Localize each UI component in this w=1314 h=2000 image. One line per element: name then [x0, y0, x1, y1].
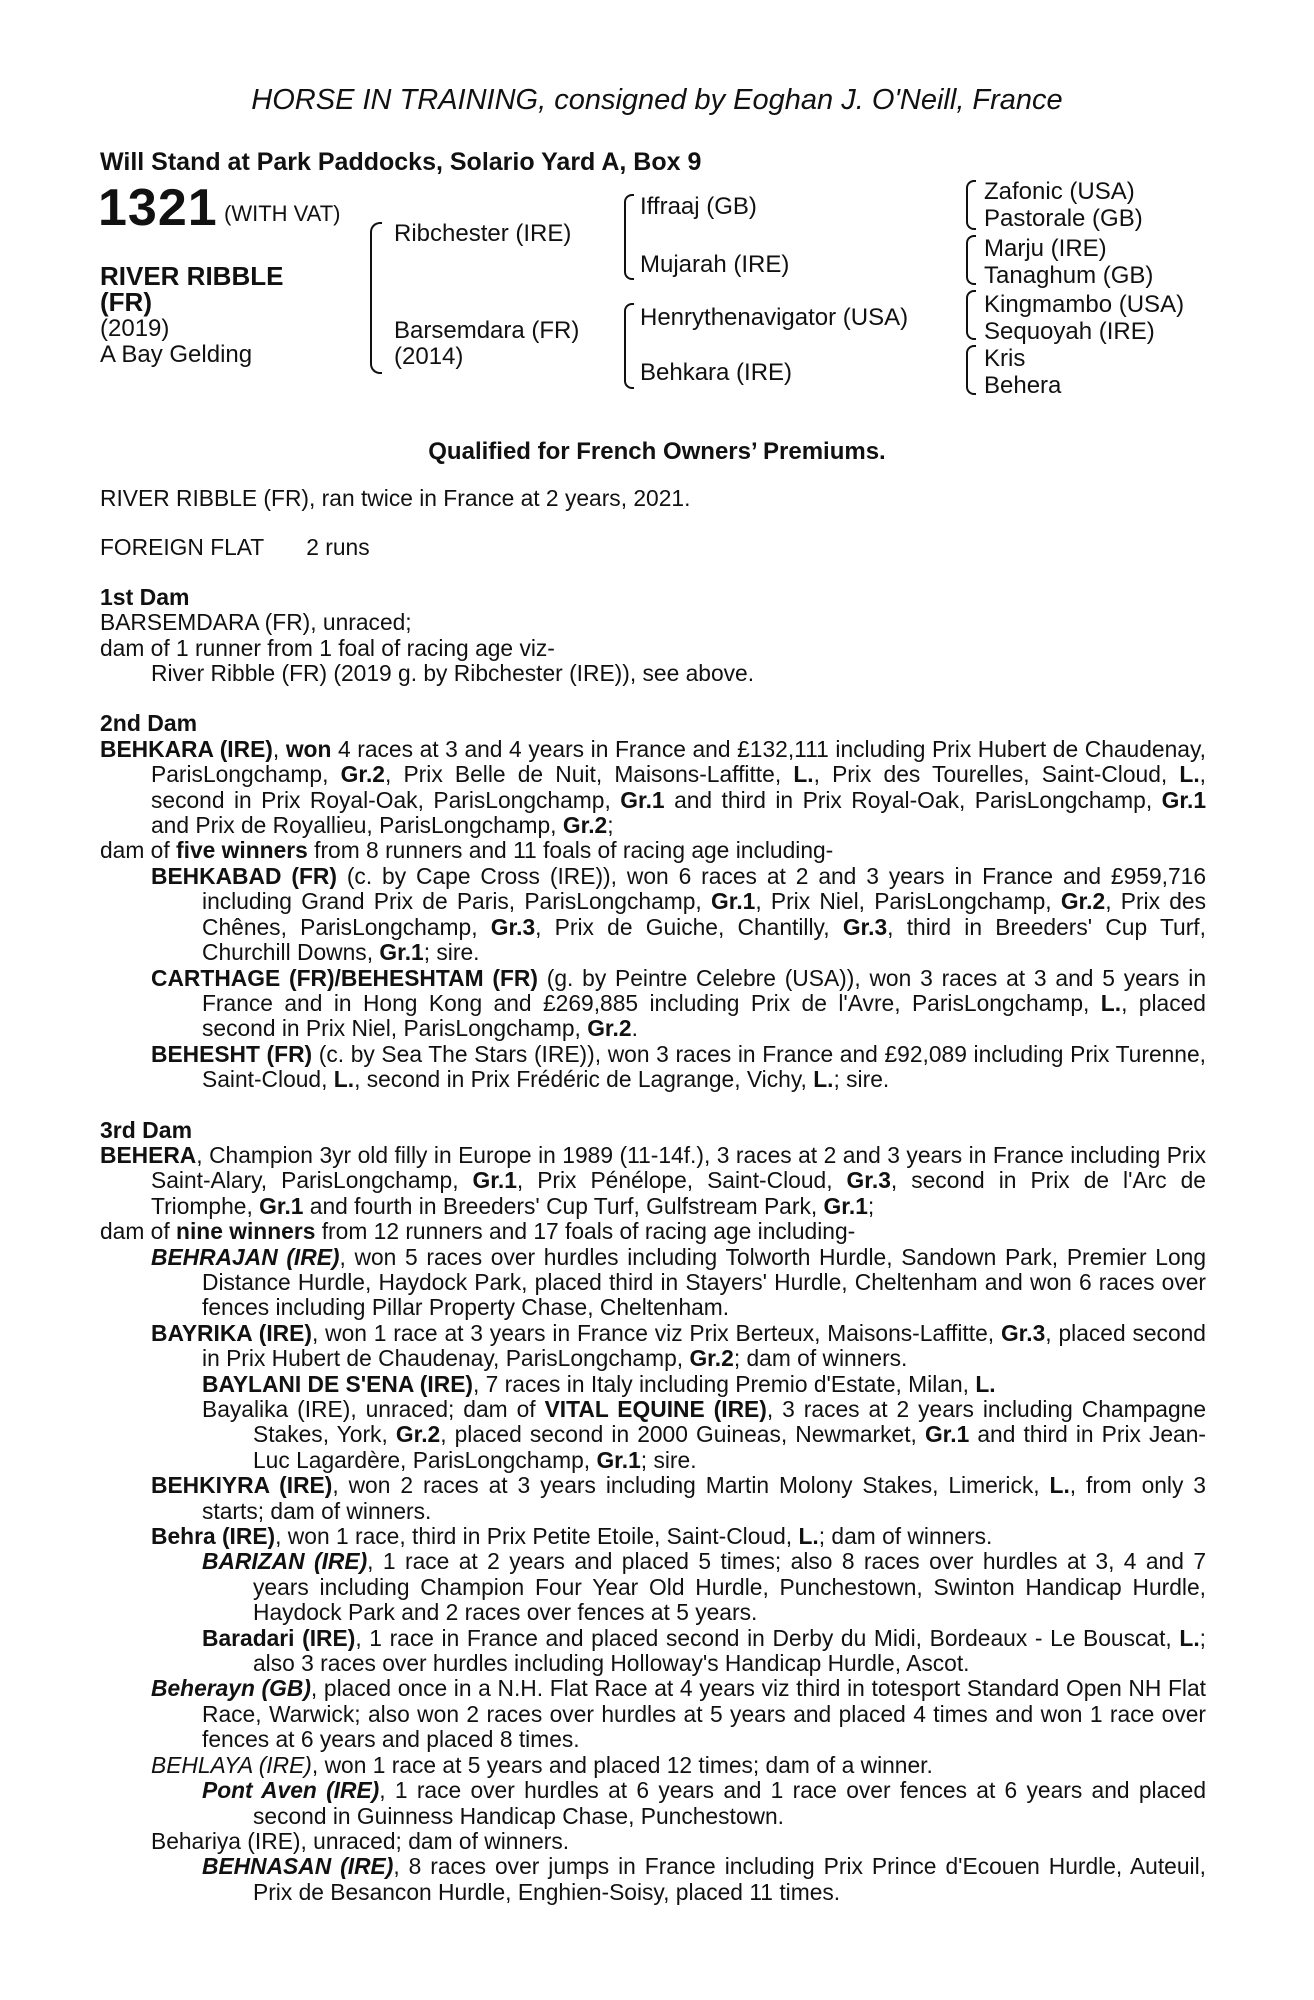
pedigree-entry: BAYRIKA (IRE), won 1 race at 3 years in France viz Prix Berteux, Maisons-Laffitte, Gr.3, placed second in Prix Hubert de Chaudenay, ParisLongchamp, Gr.2; dam of winners. [151, 1319, 1206, 1372]
pedigree-entry: BEHKIYRA (IRE), won 2 races at 3 years including Martin Molony Stakes, Limerick, L., from only 3 starts; dam of winners. [151, 1472, 1206, 1524]
pedigree-g3-6: Sequoyah (IRE) [984, 318, 1155, 345]
pedigree-entry: BAYLANI DE S'ENA (IRE), 7 races in Italy including Premio d'Estate, Milan, L. [202, 1370, 996, 1397]
pedigree-entry: BEHERA, Champion 3yr old filly in Europe in 1989 (11-14f.), 3 races at 2 and 3 years in France including Prix Saint-Alary, ParisLongchamp, Gr.1, Prix Pénélope, Saint-Cloud, Gr.3, second in Prix de l'Arc de Triomphe, Gr.1 and fourth in Breeders' Cup Turf, Gulfstream Park, Gr.1; [100, 1141, 1206, 1219]
pedigree-entry: Baradari (IRE), 1 race in France and placed second in Derby du Midi, Bordeaux - Le Bouscat, L.; also 3 races over hurdles including Holloway's Handicap Hurdle, Ascot. [202, 1624, 1206, 1677]
pedigree-entry: BEHKABAD (FR) (c. by Cape Cross (IRE)), won 6 races at 2 and 3 years in France and £959,716 including Grand Prix de Paris, ParisLongchamp, Gr.1, Prix Niel, ParisLongchamp, Gr.2, Prix des Chênes, ParisLongchamp, Gr.3, Prix de Guiche, Chantilly, Gr.3, third in Breeders' Cup Turf, Churchill Downs, Gr.1; sire. [151, 862, 1206, 966]
race-summary: RIVER RIBBLE (FR), ran twice in France at 2 years, 2021. [100, 485, 691, 511]
pedigree-entry: BEHLAYA (IRE), won 1 race at 5 years and placed 12 times; dam of a winner. [151, 1751, 933, 1778]
pedigree-bracket-g2 [966, 235, 976, 285]
horse-year: (2019) [100, 315, 170, 342]
pedigree-entry: BEHESHT (FR) (c. by Sea The Stars (IRE)), won 3 races in France and £92,089 including Prix Turenne, Saint-Cloud, L., second in Prix Frédéric de Lagrange, Vichy, L.; sire. [151, 1040, 1206, 1093]
pedigree-g3-3: Marju (IRE) [984, 235, 1107, 262]
pedigree-bracket-g4 [966, 345, 976, 395]
pedigree-g3-1: Zafonic (USA) [984, 178, 1135, 205]
pedigree-entry: Behra (IRE), won 1 race, third in Prix Petite Etoile, Saint-Cloud, L.; dam of winners. [151, 1523, 993, 1550]
first-dam-line: River Ribble (FR) (2019 g. by Ribchester (IRE)), see above. [151, 660, 755, 687]
lot-number: 1321 [98, 179, 218, 237]
pedigree-entry: BEHRAJAN (IRE), won 5 races over hurdles including Tolworth Hurdle, Sandown Park, Premier Long Distance Hurdle, Haydock Park, placed third in Stayers' Hurdle, Cheltenham and won 6 races over fences including Pillar Property Chase, Cheltenham. [151, 1243, 1207, 1321]
pedigree-sire-dam: Mujarah (IRE) [640, 251, 790, 278]
catalogue-header: HORSE IN TRAINING, consigned by Eoghan J. O'Neill, France [251, 84, 1063, 116]
pedigree-entry: BEHNASAN (IRE), 8 races over jumps in France including Prix Prince d'Ecouen Hurdle, Auteuil, Prix de Besancon Hurdle, Enghien-Soisy, placed 11 times. [202, 1853, 1206, 1905]
pedigree-dam-dam: Behkara (IRE) [640, 359, 793, 386]
pedigree-entry: Beherayn (GB), placed once in a N.H. Flat Race at 4 years viz third in totesport Standard Open NH Flat Race, Warwick; also won 2 races over hurdles at 5 years and placed 4 times and won 1 race over fences at 6 years and placed 8 times. [151, 1675, 1206, 1753]
vat-note: (WITH VAT) [224, 201, 341, 226]
pedigree-entry: dam of nine winners from 12 runners and 17 foals of racing age including- [100, 1218, 856, 1245]
pedigree-bracket-dam [624, 303, 634, 389]
pedigree-entry: Bayalika (IRE), unraced; dam of VITAL EQUINE (IRE), 3 races at 2 years including Champagne Stakes, York, Gr.2, placed second in 2000 Guineas, Newmarket, Gr.1 and third in Prix Jean-Luc Lagardère, ParisLongchamp, Gr.1; sire. [202, 1396, 1206, 1473]
stand-location: Will Stand at Park Paddocks, Solario Yard A, Box 9 [100, 148, 702, 176]
pedigree-bracket-main [370, 222, 382, 374]
foreign-flat-record [100, 535, 1206, 560]
horse-description: A Bay Gelding [100, 341, 253, 368]
pedigree-dam-year: (2014) [394, 343, 464, 370]
first-dam-line: BARSEMDARA (FR), unraced; [100, 609, 412, 636]
pedigree-g3-2: Pastorale (GB) [984, 205, 1143, 232]
pedigree-dam: Barsemdara (FR) [394, 317, 580, 344]
pedigree-dam-sire: Henrythenavigator (USA) [640, 304, 909, 331]
foreign-flat-label: FOREIGN FLAT [100, 534, 265, 561]
first-dam-line: dam of 1 runner from 1 foal of racing age viz- [100, 634, 555, 661]
horse-name-suffix: (FR) [100, 287, 152, 317]
premiums-note: Qualified for French Owners’ Premiums. [428, 438, 886, 465]
pedigree-g3-7: Kris [984, 345, 1026, 372]
pedigree-entry: dam of five winners from 8 runners and 11 foals of racing age including- [100, 837, 834, 864]
pedigree-bracket-g1 [966, 180, 976, 230]
horse-name: RIVER RIBBLE [100, 261, 284, 291]
pedigree-entry: Pont Aven (IRE), 1 race over hurdles at 6 years and 1 race over fences at 6 years and placed second in Guinness Handicap Chase, Punchestown. [202, 1777, 1206, 1829]
foreign-flat-runs: 2 runs [306, 534, 370, 561]
pedigree-g3-8: Behera [984, 372, 1062, 399]
pedigree-entry: BEHKARA (IRE), won 4 races at 3 and 4 years in France and £132,111 including Prix Hubert de Chaudenay, ParisLongchamp, Gr.2, Prix Belle de Nuit, Maisons-Laffitte, L., Prix des Tourelles, Saint-Cloud, L., second in Prix Royal-Oak, ParisLongchamp, Gr.1 and third in Prix Royal-Oak, ParisLongchamp, Gr.1 and Prix de Royallieu, ParisLongchamp, Gr.2; [100, 735, 1207, 839]
pedigree-g3-4: Tanaghum (GB) [984, 262, 1154, 289]
third-dam-heading: 3rd Dam [100, 1116, 193, 1143]
second-dam-heading: 2nd Dam [100, 710, 198, 737]
catalogue-body [100, 486, 1206, 1905]
pedigree-entry: BARIZAN (IRE), 1 race at 2 years and placed 5 times; also 8 races over hurdles at 3, 4 and 7 years including Champion Four Year Old Hurdle, Punchestown, Swinton Handicap Hurdle, Haydock Park and 2 races over fences at 5 years. [202, 1548, 1206, 1626]
pedigree-g3-5: Kingmambo (USA) [984, 291, 1185, 318]
first-dam-heading: 1st Dam [100, 583, 190, 610]
pedigree-entry: Behariya (IRE), unraced; dam of winners. [151, 1827, 570, 1854]
pedigree-entry: CARTHAGE (FR)/BEHESHTAM (FR) (g. by Peintre Celebre (USA)), won 3 races at 3 and 5 years in France and in Hong Kong and £269,885 including Prix de l'Avre, ParisLongchamp, L., placed second in Prix Niel, ParisLongchamp, Gr.2. [151, 964, 1206, 1042]
pedigree-sire: Ribchester (IRE) [394, 220, 572, 247]
pedigree-bracket-g3 [966, 290, 976, 340]
pedigree-bracket-sire [624, 194, 634, 280]
pedigree-sire-sire: Iffraaj (GB) [640, 193, 757, 220]
